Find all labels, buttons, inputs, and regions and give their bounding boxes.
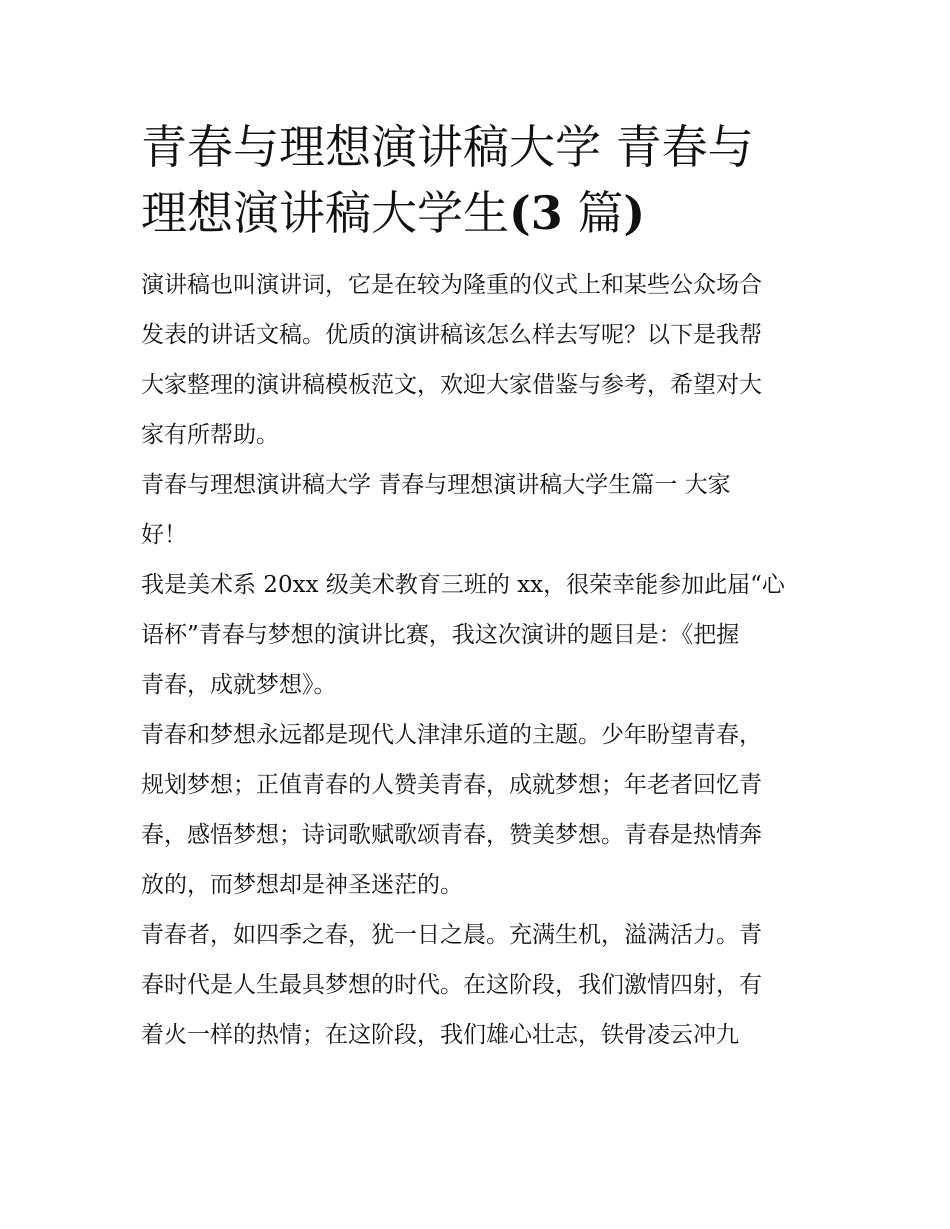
title-line-2-unit: 篇	[562, 186, 624, 240]
paragraph-intro	[141, 260, 813, 460]
title-line-2-close: )	[623, 186, 646, 240]
paragraph-youth-spring	[141, 910, 813, 1060]
text-line: 好！	[141, 522, 187, 548]
title-line-2-prefix: 理想演讲稿大学生	[141, 186, 509, 240]
text-line: 青春与理想演讲稿大学 青春与理想演讲稿大学生篇一 大家	[141, 472, 731, 498]
paragraph-youth-and-dreams	[141, 710, 813, 910]
paragraph-section-heading	[141, 460, 813, 560]
paragraph-self-introduction	[141, 560, 813, 710]
text-line: 语杯”青春与梦想的演讲比赛，我这次演讲的题目是：《把握	[141, 622, 740, 648]
title-line-1: 青春与理想演讲稿大学 青春与	[141, 120, 754, 174]
text-line: 青春者，如四季之春，犹一日之晨。充满生机，溢满活力。青	[141, 922, 762, 948]
text-line: 家有所帮助。	[141, 422, 279, 448]
text-line: 演讲稿也叫演讲词，它是在较为隆重的仪式上和某些公众场合	[141, 272, 762, 298]
text-line: 春时代是人生最具梦想的时代。在这阶段，我们激情四射，有	[141, 972, 762, 998]
document-title	[141, 114, 813, 246]
text-line: 青春和梦想永远都是现代人津津乐道的主题。少年盼望青春，	[141, 722, 762, 748]
text-line: 大家整理的演讲稿模板范文，欢迎大家借鉴与参考，希望对大	[141, 372, 762, 398]
document-body	[141, 260, 813, 1060]
title-line-2-number: (3	[509, 186, 563, 240]
text-line: 我是美术系 20xx 级美术教育三班的 xx，很荣幸能参加此届“心	[141, 572, 785, 598]
text-line: 规划梦想；正值青春的人赞美青春，成就梦想；年老者回忆青	[141, 772, 762, 798]
text-line: 着火一样的热情；在这阶段，我们雄心壮志，铁骨凌云冲九	[141, 1022, 739, 1048]
text-line: 春，感悟梦想；诗词歌赋歌颂青春，赞美梦想。青春是热情奔	[141, 822, 762, 848]
document-content	[141, 114, 813, 1060]
text-line: 青春，成就梦想》。	[141, 672, 337, 698]
text-line: 放的，而梦想却是神圣迷茫的。	[141, 872, 463, 898]
text-line: 发表的讲话文稿。优质的演讲稿该怎么样去写呢？以下是我帮	[141, 322, 762, 348]
